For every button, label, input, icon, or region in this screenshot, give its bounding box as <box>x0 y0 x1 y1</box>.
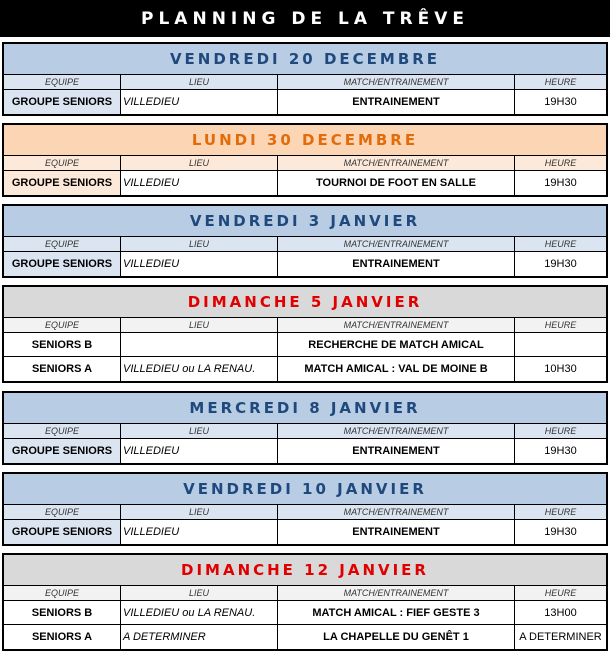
cell-heure: 10H30 <box>544 363 577 375</box>
header-heure: HEURE <box>544 158 577 168</box>
cell-heure: 19H30 <box>544 258 577 270</box>
cell-lieu: VILLEDIEU <box>121 252 278 276</box>
cell-match: ENTRAINEMENT <box>278 520 515 544</box>
cell-heure: 19H30 <box>544 177 577 189</box>
cell-heure: A DETERMINER <box>519 631 602 643</box>
day-block-mercredi-8-janvier <box>2 391 608 465</box>
cell-equipe: GROUPE SENIORS <box>4 520 121 544</box>
day-block-vendredi-10-janvier <box>2 472 608 546</box>
header-row <box>4 505 606 520</box>
cell-lieu: VILLEDIEU ou LA RENAU. <box>121 601 278 624</box>
header-lieu: LIEU <box>121 424 278 438</box>
cell-equipe: GROUPE SENIORS <box>4 90 121 114</box>
cell-lieu: VILLEDIEU ou LA RENAU. <box>121 357 278 381</box>
header-row <box>4 424 606 439</box>
cell-heure: 19H30 <box>544 526 577 538</box>
header-row <box>4 318 606 333</box>
cell-equipe: SENIORS B <box>4 601 121 624</box>
header-lieu: LIEU <box>121 586 278 600</box>
header-equipe: EQUIPE <box>4 318 121 332</box>
table-row <box>4 439 606 463</box>
cell-match: ENTRAINEMENT <box>278 439 515 463</box>
day-block-lundi-30-decembre <box>2 123 608 197</box>
day-block-vendredi-20-decembre <box>2 42 608 116</box>
day-block-vendredi-3-janvier <box>2 204 608 278</box>
cell-equipe: SENIORS A <box>4 357 121 381</box>
page-title: PLANNING DE LA TRÊVE <box>0 0 610 37</box>
day-heading: DIMANCHE 12 JANVIER <box>4 555 606 586</box>
cell-heure <box>515 333 606 356</box>
cell-heure: 13H00 <box>544 606 577 619</box>
day-block-dimanche-12-janvier <box>2 553 608 651</box>
header-lieu: LIEU <box>121 505 278 519</box>
header-equipe: EQUIPE <box>4 237 121 251</box>
day-heading: LUNDI 30 DECEMBRE <box>4 125 606 156</box>
header-heure: HEURE <box>544 588 577 598</box>
cell-heure: 19H30 <box>544 96 577 108</box>
cell-lieu: VILLEDIEU <box>121 90 278 114</box>
cell-equipe: SENIORS A <box>4 625 121 649</box>
cell-match: ENTRAINEMENT <box>278 252 515 276</box>
header-match: MATCH/ENTRAINEMENT <box>278 505 515 519</box>
table-row <box>4 601 606 625</box>
header-equipe: EQUIPE <box>4 505 121 519</box>
cell-match: MATCH AMICAL : FIEF GESTE 3 <box>278 601 515 624</box>
header-heure: HEURE <box>544 77 577 87</box>
header-match: MATCH/ENTRAINEMENT <box>278 156 515 170</box>
day-block-dimanche-5-janvier <box>2 285 608 383</box>
table-row <box>4 252 606 276</box>
cell-equipe: SENIORS B <box>4 333 121 356</box>
header-equipe: EQUIPE <box>4 156 121 170</box>
cell-equipe: GROUPE SENIORS <box>4 439 121 463</box>
header-lieu: LIEU <box>121 237 278 251</box>
cell-lieu: A DETERMINER <box>121 625 278 649</box>
header-equipe: EQUIPE <box>4 586 121 600</box>
header-heure: HEURE <box>544 507 577 517</box>
cell-heure: 19H30 <box>544 445 577 457</box>
cell-equipe: GROUPE SENIORS <box>4 171 121 195</box>
header-lieu: LIEU <box>121 75 278 89</box>
header-match: MATCH/ENTRAINEMENT <box>278 424 515 438</box>
day-heading: VENDREDI 20 DECEMBRE <box>4 44 606 75</box>
table-row <box>4 171 606 195</box>
header-row <box>4 237 606 252</box>
cell-equipe: GROUPE SENIORS <box>4 252 121 276</box>
header-row <box>4 156 606 171</box>
header-heure: HEURE <box>544 239 577 249</box>
cell-lieu: VILLEDIEU <box>121 171 278 195</box>
table-row <box>4 625 606 649</box>
table-row <box>4 333 606 357</box>
day-heading: VENDREDI 3 JANVIER <box>4 206 606 237</box>
header-lieu: LIEU <box>121 156 278 170</box>
day-heading: DIMANCHE 5 JANVIER <box>4 287 606 318</box>
header-heure: HEURE <box>544 426 577 436</box>
header-match: MATCH/ENTRAINEMENT <box>278 586 515 600</box>
table-row <box>4 357 606 381</box>
header-lieu: LIEU <box>121 318 278 332</box>
cell-match: ENTRAINEMENT <box>278 90 515 114</box>
day-heading: VENDREDI 10 JANVIER <box>4 474 606 505</box>
cell-lieu <box>121 333 278 356</box>
header-match: MATCH/ENTRAINEMENT <box>278 75 515 89</box>
header-match: MATCH/ENTRAINEMENT <box>278 318 515 332</box>
cell-match: MATCH AMICAL : VAL DE MOINE B <box>278 357 515 381</box>
cell-lieu: VILLEDIEU <box>121 439 278 463</box>
header-row <box>4 586 606 601</box>
header-equipe: EQUIPE <box>4 75 121 89</box>
header-equipe: EQUIPE <box>4 424 121 438</box>
header-match: MATCH/ENTRAINEMENT <box>278 237 515 251</box>
table-row <box>4 90 606 114</box>
cell-lieu: VILLEDIEU <box>121 520 278 544</box>
cell-match: LA CHAPELLE DU GENÊT 1 <box>278 625 515 649</box>
cell-match: RECHERCHE DE MATCH AMICAL <box>278 333 515 356</box>
header-row <box>4 75 606 90</box>
day-heading: MERCREDI 8 JANVIER <box>4 393 606 424</box>
header-heure: HEURE <box>544 320 577 330</box>
table-row <box>4 520 606 544</box>
cell-match: TOURNOI DE FOOT EN SALLE <box>278 171 515 195</box>
